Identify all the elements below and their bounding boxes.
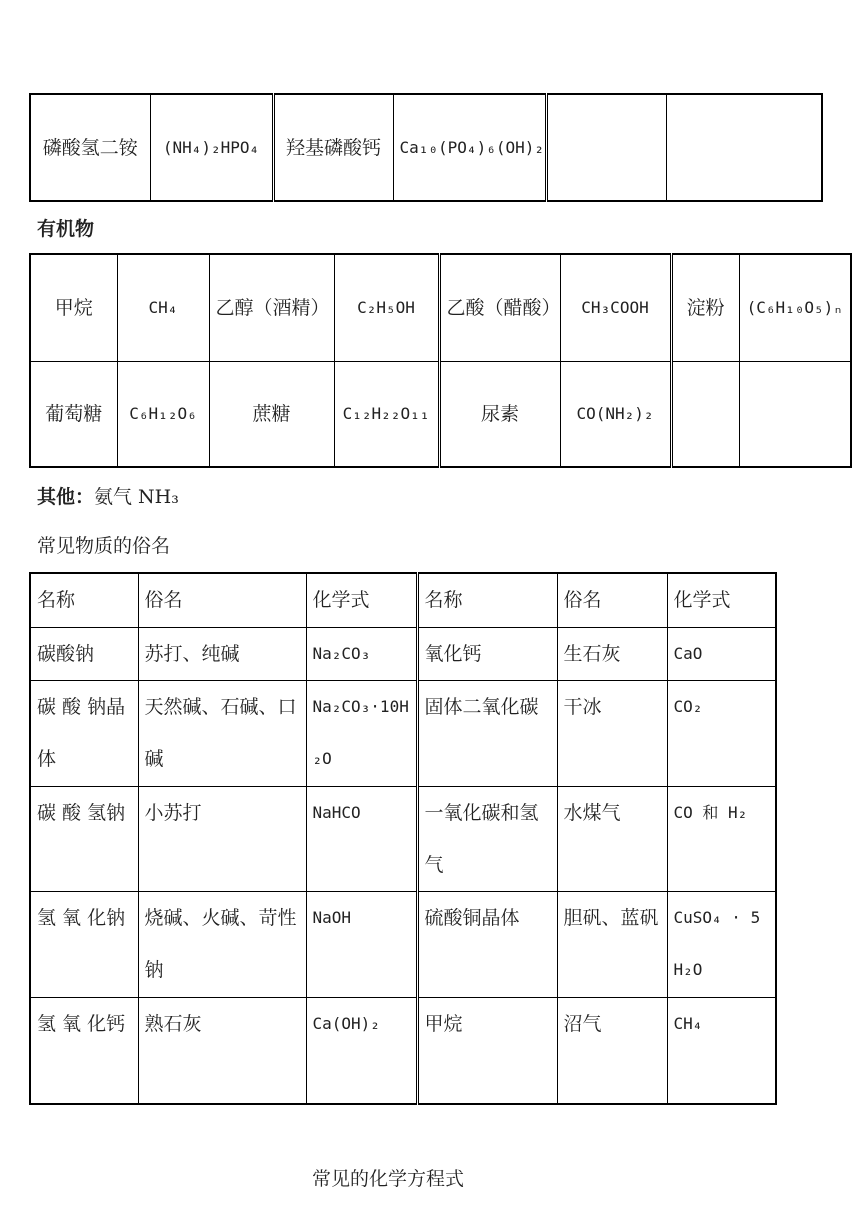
- table-cell: 硫酸铜晶体: [417, 891, 557, 997]
- header-cell: 俗名: [557, 573, 667, 627]
- table-cell: CH₄: [667, 997, 776, 1104]
- common-names-title: 常见物质的俗名: [37, 535, 171, 557]
- table-cell: NaHCO: [306, 786, 417, 891]
- table-cell: 小苏打: [138, 786, 306, 891]
- table-cell: CO 和 H₂: [667, 786, 776, 891]
- table-cell: 甲烷: [417, 997, 557, 1104]
- table-cell: 氧化钙: [417, 627, 557, 680]
- organic-heading: 有机物: [37, 218, 95, 240]
- cell-empty: [666, 94, 822, 201]
- cell-formula: Ca₁₀(PO₄)₆(OH)₂: [393, 94, 546, 201]
- organic-cell: C₂H₅OH: [334, 254, 439, 361]
- table-cell: 碳 酸 氢钠: [30, 786, 138, 891]
- organic-cell: [671, 361, 739, 467]
- organic-cell: 尿素: [439, 361, 560, 467]
- table-cell: CO₂: [667, 680, 776, 786]
- organic-cell: 甲烷: [30, 254, 117, 361]
- table-cell: 干冰: [557, 680, 667, 786]
- organic-cell: 葡萄糖: [30, 361, 117, 467]
- table-cell: Na₂CO₃: [306, 627, 417, 680]
- organic-cell: [739, 361, 851, 467]
- table-cell: 水煤气: [557, 786, 667, 891]
- organic-cell: 乙酸（醋酸）: [439, 254, 560, 361]
- table-cell: CuSO₄ · 5H₂O: [667, 891, 776, 997]
- common-names-table: [29, 572, 777, 1105]
- cell-name: 磷酸氢二铵: [30, 94, 150, 201]
- organic-cell: (C₆H₁₀O₅)ₙ: [739, 254, 851, 361]
- organic-cell: C₆H₁₂O₆: [117, 361, 209, 467]
- organic-cell: 淀粉: [671, 254, 739, 361]
- table-cell: 烧碱、火碱、苛性钠: [138, 891, 306, 997]
- table-cell: 碳酸钠: [30, 627, 138, 680]
- header-cell: 名称: [30, 573, 138, 627]
- organic-cell: 乙醇（酒精）: [209, 254, 334, 361]
- header-cell: 化学式: [306, 573, 417, 627]
- organic-cell: CO(NH₂)₂: [560, 361, 671, 467]
- cell-name: 羟基磷酸钙: [273, 94, 393, 201]
- organic-table: [29, 253, 852, 468]
- table-cell: 天然碱、石碱、口碱: [138, 680, 306, 786]
- organic-cell: 蔗糖: [209, 361, 334, 467]
- table-cell: 碳 酸 钠晶体: [30, 680, 138, 786]
- cell-formula: (NH₄)₂HPO₄: [150, 94, 273, 201]
- others-text: 氨气 NH₃: [94, 486, 179, 508]
- table-cell: 生石灰: [557, 627, 667, 680]
- table-cell: NaOH: [306, 891, 417, 997]
- header-cell: 俗名: [138, 573, 306, 627]
- table-cell: Na₂CO₃·10H₂O: [306, 680, 417, 786]
- table-cell: Ca(OH)₂: [306, 997, 417, 1104]
- cell-empty: [546, 94, 666, 201]
- top-table: [29, 93, 823, 202]
- table-cell: 氢 氧 化钙: [30, 997, 138, 1104]
- header-cell: 化学式: [667, 573, 776, 627]
- table-cell: 沼气: [557, 997, 667, 1104]
- table-cell: 固体二氧化碳: [417, 680, 557, 786]
- header-cell: 名称: [417, 573, 557, 627]
- table-cell: 苏打、纯碱: [138, 627, 306, 680]
- organic-cell: CH₄: [117, 254, 209, 361]
- others-line: [37, 482, 179, 509]
- table-cell: 胆矾、蓝矾: [557, 891, 667, 997]
- section-title: 常见的化学方程式: [312, 1168, 465, 1190]
- table-cell: 氢 氧 化钠: [30, 891, 138, 997]
- table-cell: CaO: [667, 627, 776, 680]
- table-cell: 熟石灰: [138, 997, 306, 1104]
- table-cell: 一氧化碳和氢气: [417, 786, 557, 891]
- organic-cell: C₁₂H₂₂O₁₁: [334, 361, 439, 467]
- others-label: 其他：: [37, 486, 95, 508]
- organic-cell: CH₃COOH: [560, 254, 671, 361]
